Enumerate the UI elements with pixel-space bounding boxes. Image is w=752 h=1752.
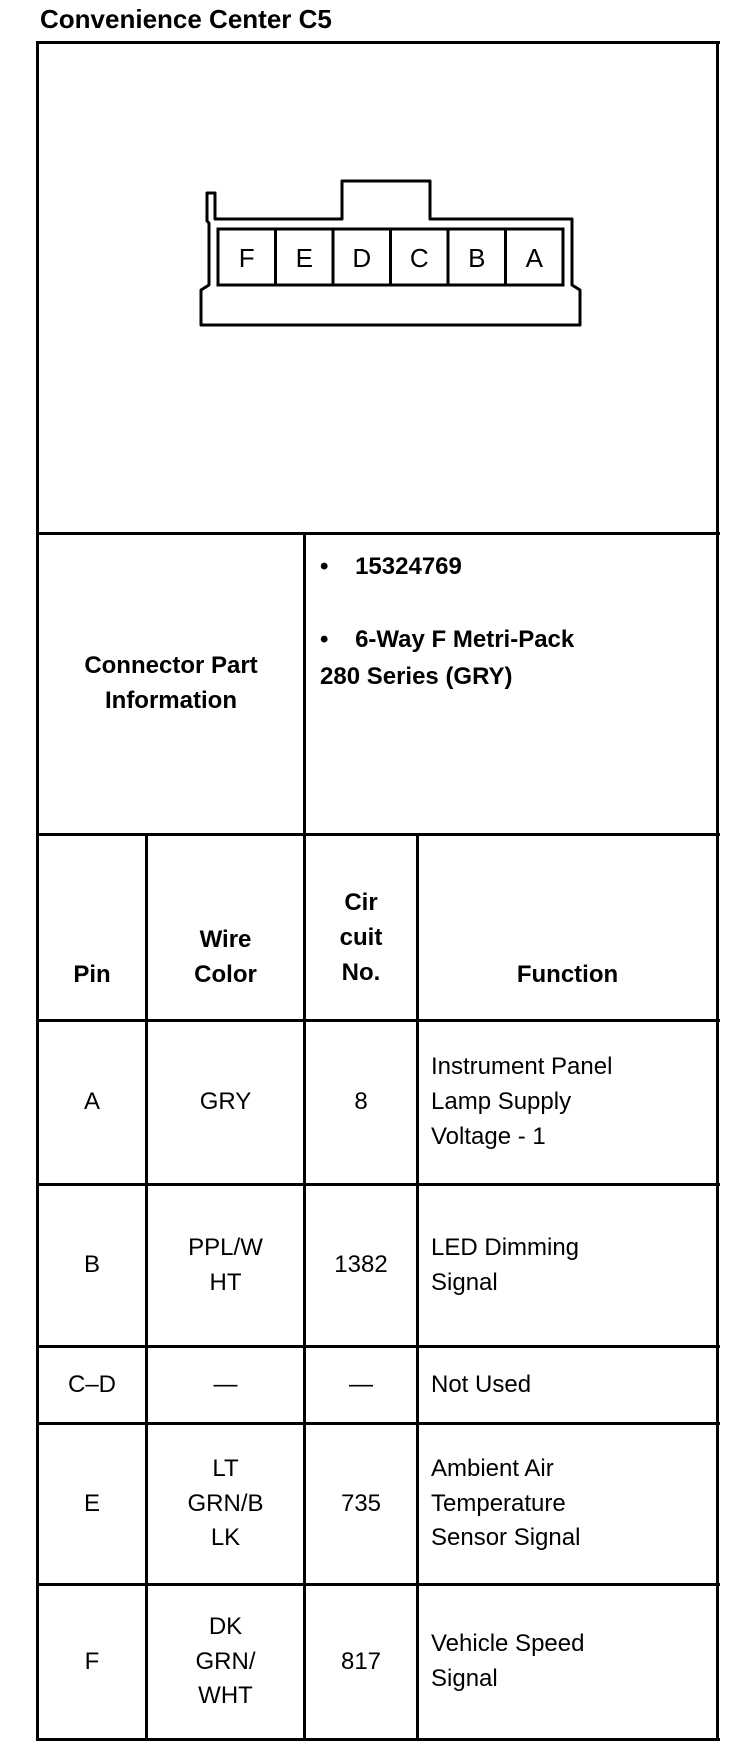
part-info-label: Connector Part Information: [84, 652, 258, 714]
pin-cell: [39, 1425, 145, 1583]
circuit-cell-line: 735: [340, 1489, 382, 1517]
function-cell-line: Lamp Supply: [431, 1088, 572, 1116]
pin-cell-line: F: [84, 1647, 100, 1675]
connector-pin-label: C: [409, 243, 429, 273]
circuit-cell-line: 817: [340, 1647, 382, 1675]
connector-pin-label: E: [295, 243, 313, 273]
pin-cell-line: C–D: [67, 1370, 116, 1398]
wire-color-cell-line: HT: [209, 1268, 242, 1296]
header-circuit-no: Cir cuit No.: [339, 889, 383, 986]
header-wire-color: Wire Color: [194, 925, 257, 988]
pin-cell-line: B: [83, 1251, 100, 1279]
wire-color-cell: [148, 1425, 303, 1583]
header-pin: Pin: [73, 960, 111, 988]
wire-color-cell: [148, 1022, 303, 1183]
pin-cell: [39, 1022, 145, 1183]
header-function: Function: [516, 960, 619, 988]
function-cell-line: Sensor Signal: [431, 1524, 581, 1552]
circuit-cell: [306, 1586, 416, 1738]
function-cell-line: Not Used: [431, 1370, 532, 1398]
wire-color-cell-line: GRY: [199, 1088, 252, 1116]
wire-color-cell-line: DK: [208, 1612, 243, 1640]
pin-cell-line: A: [83, 1088, 100, 1116]
circuit-cell-line: 8: [354, 1088, 368, 1116]
description-line-1: 6-Way F Metri-Pack: [355, 626, 575, 654]
wire-color-cell-line: —: [213, 1370, 238, 1398]
connector-diagram: [195, 175, 595, 335]
wire-color-cell: [148, 1348, 303, 1422]
circuit-cell: [306, 1022, 416, 1183]
description-item: [320, 621, 574, 658]
function-cell: [419, 1586, 716, 1738]
function-cell-line: LED Dimming: [431, 1233, 580, 1261]
function-cell-line: Voltage - 1: [431, 1122, 546, 1150]
pin-cell: [39, 1348, 145, 1422]
connector-pin-label: A: [525, 243, 543, 273]
function-cell-line: Signal: [431, 1665, 498, 1692]
function-cell: [419, 1022, 716, 1183]
connector-pin-label: B: [468, 243, 486, 273]
wire-color-cell-line: LT: [212, 1454, 239, 1482]
wire-color-cell: [148, 1186, 303, 1345]
connector-pin-label: D: [352, 243, 372, 273]
circuit-cell: [306, 1186, 416, 1345]
function-cell-line: Instrument Panel: [431, 1053, 613, 1081]
part-number: 15324769: [355, 553, 462, 580]
wire-color-cell-line: LK: [210, 1524, 241, 1552]
wire-color-cell: [148, 1586, 303, 1738]
bullet: •: [320, 626, 329, 654]
wire-color-cell-line: GRN/: [195, 1647, 256, 1675]
wire-color-cell-line: GRN/B: [187, 1489, 264, 1517]
circuit-cell: [306, 1425, 416, 1583]
description-line-2: 280 Series (GRY): [320, 663, 513, 691]
pin-cell-line: E: [83, 1489, 100, 1517]
function-cell-line: Vehicle Speed: [431, 1630, 585, 1658]
part-info-value: [320, 548, 574, 696]
wire-color-cell-line: WHT: [198, 1682, 253, 1710]
function-cell-line: Ambient Air: [431, 1454, 554, 1482]
function-cell-line: Temperature: [431, 1489, 566, 1517]
circuit-cell-line: 1382: [334, 1251, 388, 1279]
function-cell: [419, 1348, 716, 1422]
function-cell: [419, 1425, 716, 1583]
function-cell-line: Signal: [431, 1268, 498, 1296]
page-title: Convenience Center C5: [40, 4, 332, 34]
pin-cell: [39, 1186, 145, 1345]
pin-cell: [39, 1586, 145, 1738]
part-number-item: [320, 548, 574, 585]
function-cell: [419, 1186, 716, 1345]
circuit-cell: [306, 1348, 416, 1422]
bullet: •: [320, 553, 329, 580]
connector-pin-label: F: [238, 243, 255, 273]
circuit-cell-line: —: [349, 1370, 373, 1398]
wire-color-cell-line: PPL/W: [188, 1233, 263, 1261]
